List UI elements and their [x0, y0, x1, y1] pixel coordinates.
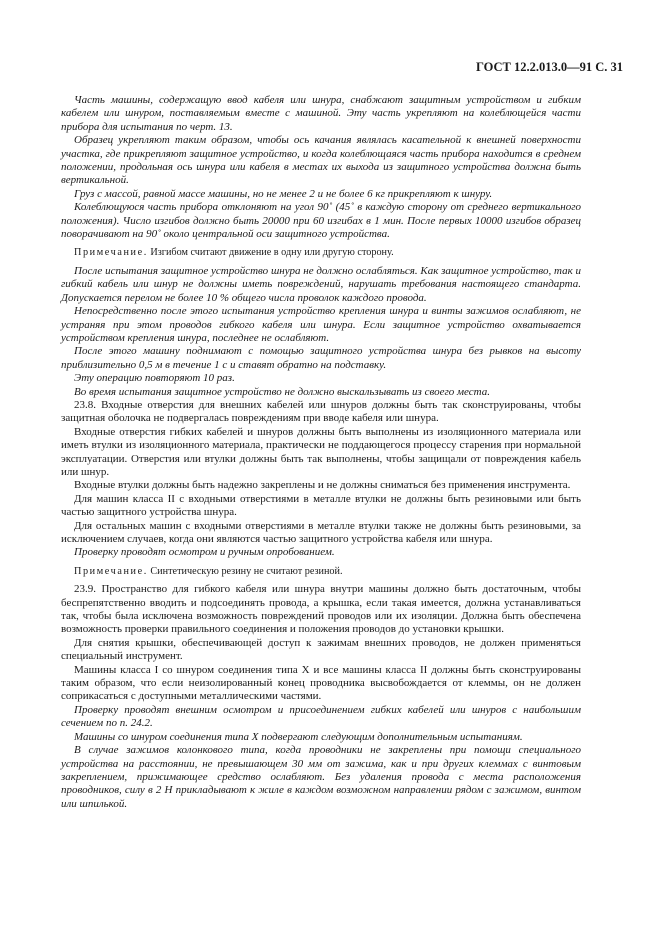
paragraph: Машины класса I со шнуром соединения типа X и все машины класса II должны быть сконструированы таким образом, что если неизолированный конец проводника высвобождается от клеммы, он не должен соприкасаться с доступными металлическими частями. — [61, 663, 581, 703]
note-label: Примечание. — [74, 247, 148, 259]
paragraph: В случае зажимов колонкового типа, когда проводники не закреплены при помощи специального устройства на расстоянии, не превышающем 30 мм от зажима, как и при других клеммах с винтовым закреплением, прижимающее средство ослабляют. Без удаления провода с места расположения проводников, силу в 2 Н прикладывают к жиле в каждом возможном направлении рядом с зажимом, винтом или шпилькой. — [61, 744, 581, 810]
paragraph: Колеблющуюся часть прибора отклоняют на угол 90˚ (45˚ в каждую сторону от среднего вертикального положения). Число изгибов должно быть 20000 при 60 изгибах в 1 мин. После первых 10000 изгибов образец поворачивают на 90˚ около центральной оси защитного устройства. — [61, 201, 581, 241]
paragraph: После испытания защитное устройство шнура не должно ослабляться. Как защитное устройство, так и гибкий кабель или шнур не должны иметь повреждений, нарушать требования настоящего стандарта. Допускается перелом не более 10 % общего числа проволок каждого провода. — [61, 264, 581, 304]
paragraph: Эту операцию повторяют 10 раз. — [74, 372, 235, 385]
paragraph: Часть машины, содержащую ввод кабеля или шнура, снабжают защитным устройством и гибким кабелем или шнуром, поставляемым вместе с машиной. Эту часть укрепляют на колеблющейся части прибора для испытания по черт. 13. — [61, 94, 581, 133]
paragraph: Груз с массой, равной массе машины, но не менее 2 и не более 6 кг прикрепляют к шнуру. — [74, 187, 493, 200]
paragraph: Входные втулки должны быть надежно закреплены и не должны сниматься без применения инструмента. — [74, 479, 571, 492]
note — [61, 565, 581, 578]
page-header: ГОСТ 12.2.013.0—91 С. 31 — [475, 60, 623, 74]
paragraph: Непосредственно после этого испытания устройство крепления шнура и винты зажимов ослабляют, не устраняя при этом проводов гибкого кабеля или шнура. Если защитное устройство охватывается устройством крепления шнура, последнее не ослабляют. — [61, 305, 581, 344]
note — [61, 246, 581, 259]
paragraph: Для остальных машин с входными отверстиями в металле втулки также не должны быть резиновыми, за исключением случаев, когда они являются частью защитного устройства кабеля или шнура. — [61, 519, 581, 545]
paragraph: Входные отверстия гибких кабелей и шнуров должны быть выполнены из изоляционного материала или иметь втулки из изоляционного материала, практически не поддающегося процессу старения при нормальной эксплуатации. Отверстия или втулки должны быть так выполнены, чтобы защищали от повреждения кабель или шнур. — [61, 425, 581, 478]
section-23-8: 23.8. Входные отверстия для внешних кабелей или шнуров должны быть так сконструированы, чтобы защитная оболочка не подвергалась повреждениям при вводе кабеля или шнура. — [61, 398, 581, 425]
paragraph: Машины со шнуром соединения типа X подвергают следующим дополнительным испытаниям. — [74, 730, 523, 743]
paragraph: Для машин класса II с входными отверстиями в металле втулки не должны быть резиновыми или быть частью защитного устройства шнура. — [61, 492, 581, 519]
paragraph: Проверку проводят осмотром и ручным опробованием. — [74, 546, 335, 559]
section-23-9: 23.9. Пространство для гибкого кабеля или шнура внутри машины должно быть достаточным, чтобы беспрепятственно вводить и подсоединять провода, а крышка, если такая имеется, должна устанавливаться так, чтобы была исключена возможность повреждений проводов или их изоляции. Должна быть обеспечена возможность проверки правильного соединения и положения проводов до установки крышки. — [61, 583, 581, 636]
paragraph: Проверку проводят внешним осмотром и присоединением гибких кабелей или шнуров с наибольшим сечением по п. 24.2. — [61, 703, 581, 730]
paragraph: Образец укрепляют таким образом, чтобы ось качания являлась касательной к внешней поверхности участка, где прикрепляют защитное устройство, и когда колеблющаяся часть прибора находится в среднем положении, продольная ось шнура или кабеля в местах их выхода из защитного устройства должна быть вертикальной. — [61, 134, 581, 187]
note-text: Синтетическую резину не считают резиной. — [150, 565, 343, 577]
paragraph: Во время испытания защитное устройство не должно выскальзывать из своего места. — [74, 385, 490, 398]
note-label: Примечание. — [74, 565, 148, 577]
paragraph: Для снятия крышки, обеспечивающей доступ к зажимам внешних проводов, не должен применяться специальный инструмент. — [61, 636, 581, 663]
paragraph: После этого машину поднимают с помощью защитного устройства шнура без рывков на высоту приблизительно 0,5 м в течение 1 с и ставят обратно на подставку. — [61, 345, 581, 371]
note-text: Изгибом считают движение в одну или другую сторону. — [150, 247, 394, 259]
document-body — [61, 94, 581, 811]
